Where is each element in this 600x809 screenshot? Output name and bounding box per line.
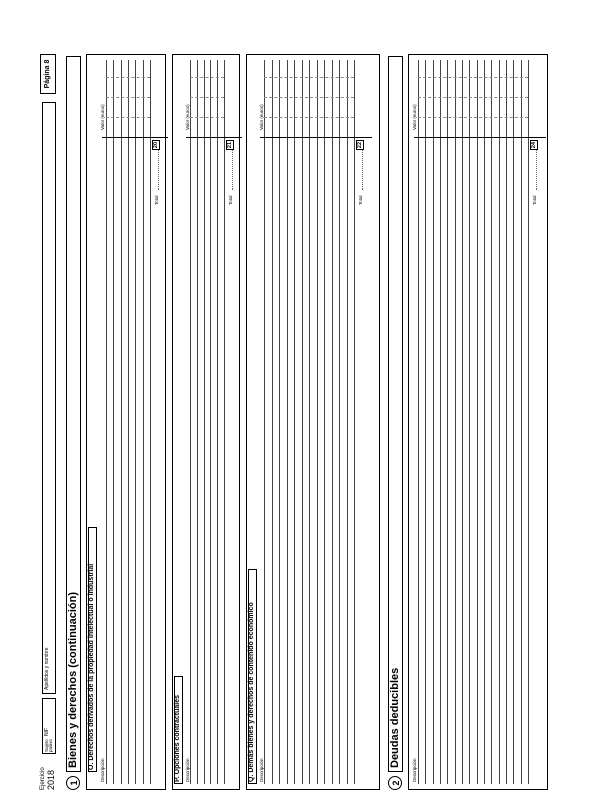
block-q-row-line [324, 60, 325, 784]
block-q-row-line [302, 60, 303, 784]
block-p-value-subcolumn [190, 97, 224, 98]
block-o [86, 54, 166, 790]
block-q-row-line [347, 60, 348, 784]
sujeto-label: Sujeto pasivo [44, 738, 53, 752]
block-q-total-dots [362, 150, 363, 190]
deudas-row-line [528, 60, 529, 784]
deudas-row-line [418, 60, 419, 784]
block-o-valor: Valor (euros) [100, 104, 105, 130]
block-q-descripcion: Descripción [259, 758, 264, 782]
block-o-row-line [150, 60, 151, 784]
block-o-value-subcolumn [106, 97, 150, 98]
deudas-row-line [440, 60, 441, 784]
deudas-row-line [513, 60, 514, 784]
deudas-total-dots [536, 150, 537, 190]
block-q-row-line [294, 60, 295, 784]
deudas-row-line [521, 60, 522, 784]
section1-title: Bienes y derechos (continuación) [67, 591, 79, 768]
block-p-row-line [224, 60, 225, 784]
block-q-value-subcolumn [264, 117, 354, 118]
deudas-descripcion: Descripción [412, 758, 417, 782]
block-q-row-line [279, 60, 280, 784]
block-o-row-line [135, 60, 136, 784]
block-p-code: 21 [227, 141, 233, 149]
deudas-row-line [491, 60, 492, 784]
block-q-valor: Valor (euros) [259, 104, 264, 130]
block-p-row-line [190, 60, 191, 784]
block-o-title: O. Derechos derivados de la propiedad intelectual o industrial [88, 563, 95, 770]
nombre-label: Apellidos y nombre [44, 647, 50, 690]
deudas-row-line [455, 60, 456, 784]
block-q-row-line [339, 60, 340, 784]
nif-label: NIF [44, 727, 50, 736]
block-o-total-dots [158, 150, 159, 190]
deudas-row-line [469, 60, 470, 784]
deudas-value-subcolumn [418, 77, 528, 78]
block-o-row-line [106, 60, 107, 784]
block-p-title: P. Opciones contractuales [174, 694, 181, 782]
block-p-row-line [217, 60, 218, 784]
block-q-row-line [264, 60, 265, 784]
deudas-row-line [477, 60, 478, 784]
block-q [246, 54, 380, 790]
block-o-column-divider [102, 137, 168, 138]
deudas-row-line [499, 60, 500, 784]
block-q-row-line [332, 60, 333, 784]
block-o-row-line [113, 60, 114, 784]
block-p-row-line [197, 60, 198, 784]
block-p-total: Total [228, 195, 233, 205]
block-q-title: Q. Demás bienes y derechos de contenido económico [248, 602, 255, 782]
nombre-field[interactable] [42, 102, 56, 694]
deudas-row-line [447, 60, 448, 784]
block-q-total: Total [358, 195, 363, 205]
ejercicio-year: 2018 [46, 769, 56, 790]
block-q-row-line [272, 60, 273, 784]
block-p-descripcion: Descripción [185, 758, 190, 782]
block-q-value-subcolumn [264, 97, 354, 98]
block-p-value-subcolumn [190, 77, 224, 78]
block-q-code: 22 [357, 141, 363, 149]
deudas-row-line [484, 60, 485, 784]
block-q-column-divider [260, 137, 372, 138]
deudas-valor: Valor (euros) [412, 104, 417, 130]
block-o-row-line [128, 60, 129, 784]
section2-title-bar [388, 56, 403, 772]
deudas-row-line [425, 60, 426, 784]
block-p-row-line [210, 60, 211, 784]
block-p-value-subcolumn [190, 117, 224, 118]
block-p-row-line [204, 60, 205, 784]
block-o-row-line [143, 60, 144, 784]
deudas-total: Total [532, 195, 537, 205]
deudas-row-line [506, 60, 507, 784]
block-q-row-line [287, 60, 288, 784]
block-q-row-line [317, 60, 318, 784]
block-p-valor: Valor (euros) [185, 104, 190, 130]
deudas-row-line [462, 60, 463, 784]
block-deudas [408, 54, 548, 790]
page-number: Página 8 [40, 54, 56, 94]
deudas-value-subcolumn [418, 117, 528, 118]
deudas-column-divider [414, 137, 546, 138]
deudas-code: 24 [531, 141, 537, 149]
tax-form-page [40, 20, 550, 790]
block-o-value-subcolumn [106, 77, 150, 78]
block-o-descripcion: Descripción [100, 758, 105, 782]
block-p-column-divider [186, 137, 242, 138]
block-q-row-line [354, 60, 355, 784]
section-number-2: 2 [388, 776, 402, 790]
block-o-total: Total [154, 195, 159, 205]
block-q-value-subcolumn [264, 77, 354, 78]
section-number-1: 1 [66, 776, 80, 790]
block-o-code: 20 [153, 141, 159, 149]
ejercicio-label: Ejercicio [40, 767, 46, 790]
block-o-value-subcolumn [106, 117, 150, 118]
block-o-row-line [121, 60, 122, 784]
section2-title: Deudas deducibles [389, 667, 401, 768]
deudas-value-subcolumn [418, 97, 528, 98]
block-q-row-line [309, 60, 310, 784]
block-p-total-dots [232, 150, 233, 190]
deudas-row-line [433, 60, 434, 784]
